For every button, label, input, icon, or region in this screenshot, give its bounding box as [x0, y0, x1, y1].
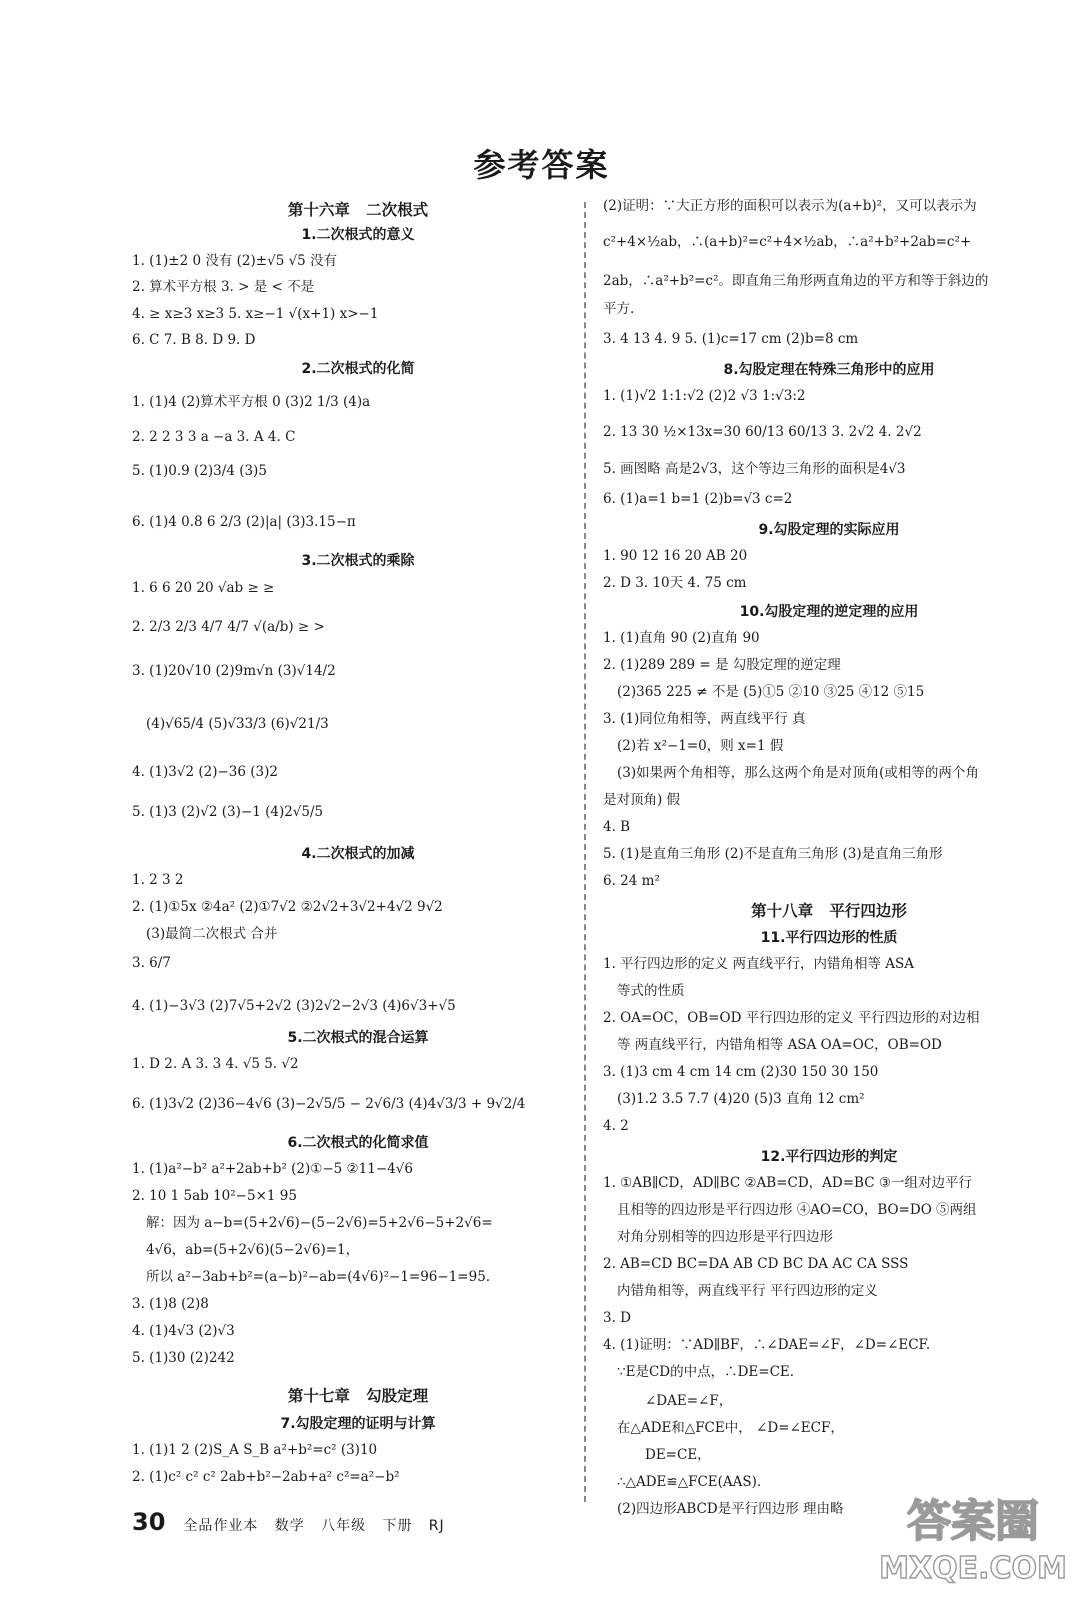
section-heading: 9.勾股定理的实际应用 — [758, 522, 900, 538]
answer-line: 3. (1)8 (2)8 — [132, 1296, 209, 1312]
page-footer — [132, 1508, 445, 1538]
answer-line: 2ab，∴a²+b²=c²。即直角三角形两直角边的平方和等于斜边的 — [603, 273, 989, 289]
answer-line: 2. (1)①5x ②4a² (2)①7√2 ②2√2+3√2+4√2 9√2 — [132, 899, 443, 915]
answer-line: 1. ①AB∥CD，AD∥BC ②AB=CD，AD=BC ③一组对边平行 — [603, 1175, 972, 1191]
answer-line: (3)最简二次根式 合并 — [146, 926, 278, 942]
answer-line: 1. 2 3 2 — [132, 872, 184, 888]
section-heading: 4.二次根式的加减 — [301, 846, 415, 862]
answer-line: 内错角相等，两直线平行 平行四边形的定义 — [617, 1283, 878, 1299]
answer-line: 解：因为 a−b=(5+2√6)−(5−2√6)=5+2√6−5+2√6= — [146, 1215, 493, 1231]
answer-line: 对角分别相等的四边形是平行四边形 — [617, 1229, 833, 1245]
answer-line: DE=CE， — [645, 1447, 711, 1463]
answer-line: 3. (1)20√10 (2)9m√n (3)√14/2 — [132, 663, 336, 679]
answer-line: 2. (1)c² c² c² 2ab+b²−2ab+a² c²=a²−b² — [132, 1469, 400, 1485]
watermark-url: MXQE.COM — [879, 1551, 1067, 1586]
answer-line: 等 两直线平行，内错角相等 ASA OA=OC，OB=OD — [617, 1037, 942, 1053]
answer-line: (2)365 225 ≠ 不是 (5)①5 ②10 ③25 ④12 ⑤15 — [617, 684, 925, 700]
answer-line: 5. (1)0.9 (2)3/4 (3)5 — [132, 463, 267, 479]
section-heading: 6.二次根式的化简求值 — [287, 1135, 429, 1151]
column-divider — [584, 202, 586, 1502]
section-heading: 7.勾股定理的证明与计算 — [280, 1416, 436, 1432]
answer-line: 6. 24 m² — [603, 873, 660, 889]
answer-line: 5. 画图略 高是2√3，这个等边三角形的面积是4√3 — [603, 461, 906, 477]
answer-line: 1. 6 6 20 20 √ab ≥ ≥ — [132, 580, 275, 596]
answer-line: 4. (1)3√2 (2)−36 (3)2 — [132, 764, 278, 780]
answer-line: 1. (1)a²−b² a²+2ab+b² (2)①−5 ②11−4√6 — [132, 1161, 413, 1177]
answer-line: ∠DAE=∠F， — [645, 1393, 733, 1409]
answer-line: (4)√65/4 (5)√33/3 (6)√21/3 — [146, 716, 329, 732]
answer-line: 4. (1)证明：∵AD∥BF，∴∠DAE=∠F，∠D=∠ECF. — [603, 1337, 931, 1353]
section-heading: 12.平行四边形的判定 — [760, 1149, 898, 1165]
answer-line: 1. (1)±2 0 没有 (2)±√5 √5 没有 — [132, 253, 338, 269]
book-info: 全品作业本 数学 八年级 下册 RJ — [183, 1518, 445, 1534]
section-heading: 8.勾股定理在特殊三角形中的应用 — [723, 362, 935, 378]
section-heading: 1.二次根式的意义 — [301, 227, 415, 243]
answer-line: 1. (1)直角 90 (2)直角 90 — [603, 630, 760, 646]
answer-line: 5. (1)是直角三角形 (2)不是直角三角形 (3)是直角三角形 — [603, 846, 943, 862]
answer-line: (3)1.2 3.5 7.7 (4)20 (5)3 直角 12 cm² — [617, 1091, 865, 1107]
answer-line: 6. (1)3√2 (2)36−4√6 (3)−2√5/5 − 2√6/3 (4)4√3/3 + 9√2/4 — [132, 1096, 526, 1112]
answer-line: c²+4×½ab，∴(a+b)²=c²+4×½ab，∴a²+b²+2ab=c²+ — [603, 234, 972, 250]
section-heading: 3.二次根式的乘除 — [301, 553, 415, 569]
answer-line: 等式的性质 — [617, 983, 685, 999]
answer-line: 6. (1)a=1 b=1 (2)b=√3 c=2 — [603, 491, 793, 507]
answer-line: 2. 2 2 3 3 a −a 3. A 4. C — [132, 429, 296, 445]
answer-line: 平方. — [603, 301, 635, 317]
answer-line: 2. 2/3 2/3 4/7 4/7 √(a/b) ≥ > — [132, 619, 325, 635]
answer-line: 2. D 3. 10天 4. 75 cm — [603, 575, 747, 591]
answer-line: (2)四边形ABCD是平行四边形 理由略 — [617, 1501, 844, 1517]
chapter-heading: 第十七章 勾股定理 — [287, 1387, 429, 1405]
answer-line: 2. 13 30 ½×13x=30 60/13 60/13 3. 2√2 4. 2√2 — [603, 424, 922, 440]
watermark-text: 答案圈 — [907, 1496, 1039, 1547]
answer-line: 5. (1)3 (2)√2 (3)−1 (4)2√5/5 — [132, 804, 324, 820]
answer-line: 6. (1)4 0.8 6 2/3 (2)|a| (3)3.15−π — [132, 514, 356, 530]
answer-line: 4. B — [603, 819, 631, 835]
answer-line: 3. D — [603, 1310, 631, 1326]
answer-line: 1. (1)4 (2)算术平方根 0 (3)2 1/3 (4)a — [132, 394, 371, 410]
chapter-heading: 第十八章 平行四边形 — [751, 902, 907, 920]
answer-line: 2. 10 1 5ab 10²−5×1 95 — [132, 1188, 297, 1204]
answer-line: 5. (1)30 (2)242 — [132, 1350, 235, 1366]
answer-line: 1. 平行四边形的定义 两直线平行，内错角相等 ASA — [603, 956, 915, 972]
answer-line: 且相等的四边形是平行四边形 ④AO=CO，BO=DO ⑤两组 — [617, 1202, 977, 1218]
section-heading: 10.勾股定理的逆定理的应用 — [739, 604, 919, 620]
answer-line: 3. (1)3 cm 4 cm 14 cm (2)30 150 30 150 — [603, 1064, 879, 1080]
answer-line: 2. AB=CD BC=DA AB CD BC DA AC CA SSS — [603, 1256, 909, 1272]
answer-line: ∴△ADE≌△FCE(AAS). — [617, 1474, 762, 1490]
answer-line: 1. D 2. A 3. 3 4. √5 5. √2 — [132, 1056, 299, 1072]
answer-line: 4. 2 — [603, 1118, 629, 1134]
answer-line: 4√6，ab=(5+2√6)(5−2√6)=1， — [146, 1242, 360, 1258]
answer-line: 4. (1)4√3 (2)√3 — [132, 1323, 235, 1339]
answer-line: 是对顶角) 假 — [603, 792, 681, 808]
section-heading: 11.平行四边形的性质 — [760, 930, 898, 946]
answer-line: 3. (1)同位角相等，两直线平行 真 — [603, 711, 806, 727]
answer-line: 2. OA=OC，OB=OD 平行四边形的定义 平行四边形的对边相 — [603, 1010, 980, 1026]
section-heading: 5.二次根式的混合运算 — [287, 1030, 429, 1046]
answer-line: 在△ADE和△FCE中， ∠D=∠ECF， — [617, 1420, 844, 1436]
page-title: 参考答案 — [473, 146, 610, 184]
answer-line: 1. (1)√2 1:1:√2 (2)2 √3 1:√3:2 — [603, 388, 806, 404]
answer-line: (2)证明：∵大正方形的面积可以表示为(a+b)²，又可以表示为 — [603, 198, 977, 214]
answer-line: (3)如果两个角相等，那么这两个角是对顶角(或相等的两个角 — [617, 765, 979, 781]
answer-line: 1. (1)1 2 (2)S_A S_B a²+b²=c² (3)10 — [132, 1442, 378, 1458]
answer-line: 所以 a²−3ab+b²=(a−b)²−ab=(4√6)²−1=96−1=95. — [146, 1269, 491, 1285]
section-heading: 2.二次根式的化简 — [301, 361, 415, 377]
answer-line: 4. ≥ x≥3 x≥3 5. x≥−1 √(x+1) x>−1 — [132, 306, 379, 322]
answer-line: 2. (1)289 289 = 是 勾股定理的逆定理 — [603, 657, 841, 673]
answer-line: 3. 6/7 — [132, 955, 171, 971]
page-number: 30 — [132, 1508, 166, 1536]
chapter-heading: 第十六章 二次根式 — [287, 201, 429, 219]
answer-line: ∵E是CD的中点，∴DE=CE. — [617, 1364, 795, 1380]
answer-line: 2. 算术平方根 3. > 是 < 不是 — [132, 279, 315, 295]
watermark-logo — [878, 1478, 1068, 1590]
answer-line: 6. C 7. B 8. D 9. D — [132, 332, 256, 348]
answer-line: 4. (1)−3√3 (2)7√5+2√2 (3)2√2−2√3 (4)6√3+√5 — [132, 998, 456, 1014]
answer-line: 1. 90 12 16 20 AB 20 — [603, 548, 748, 564]
answer-line: 3. 4 13 4. 9 5. (1)c=17 cm (2)b=8 cm — [603, 331, 859, 347]
answer-line: (2)若 x²−1=0，则 x=1 假 — [617, 738, 784, 754]
